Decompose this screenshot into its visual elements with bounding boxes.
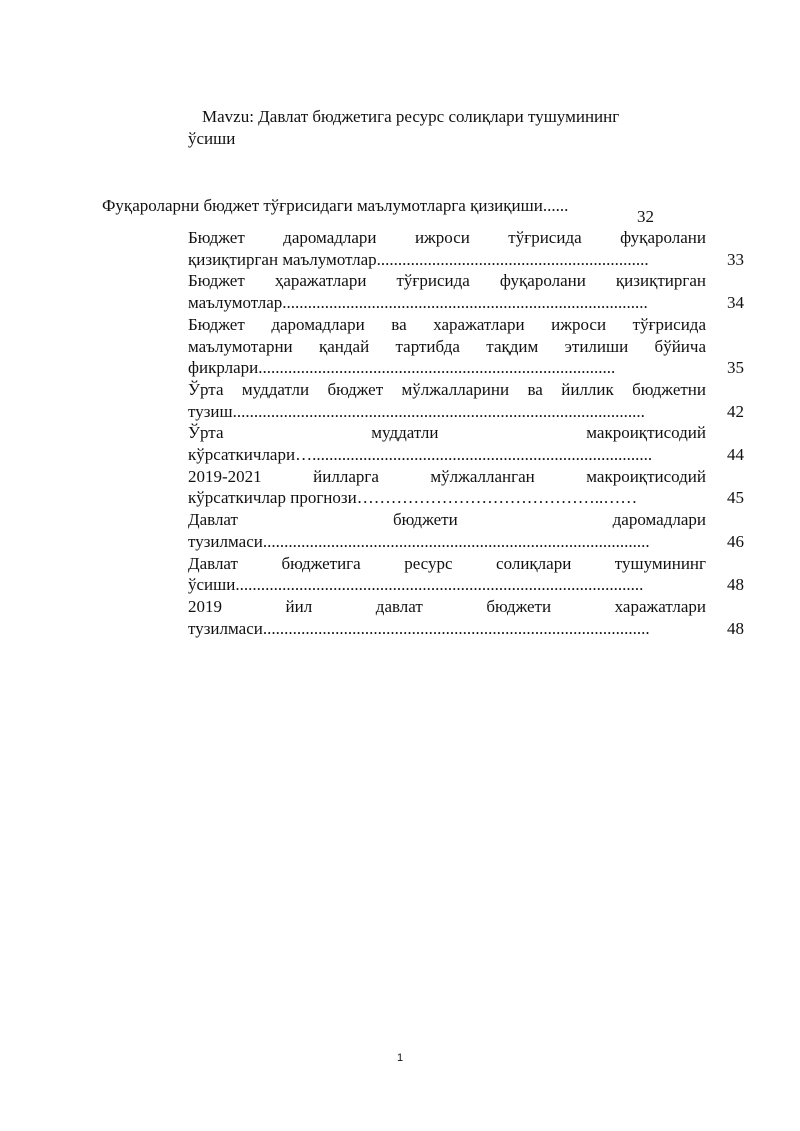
toc-entry-line: Давлат бюджетига ресурс солиқлари тушумининг	[188, 553, 706, 573]
toc-entry-page-number: 33	[727, 249, 744, 269]
toc-entry-text	[188, 422, 706, 465]
toc-entry-page-number: 48	[727, 618, 744, 638]
toc-entry-line: ўсиши................................................................................................	[188, 575, 644, 595]
toc-entry-line: тузилмаси...........................................................................................	[188, 531, 650, 551]
toc-entry-line: Ўрта муддатли макроиқтисодий	[188, 423, 706, 443]
topic-line-2: ўсиши	[188, 129, 236, 148]
toc-entry	[188, 379, 744, 422]
footer-page-number: 1	[396, 1052, 404, 1064]
toc-entry-page-number: 44	[727, 445, 744, 465]
toc-entry	[188, 466, 744, 509]
toc-entry-page-number: 48	[727, 575, 744, 595]
toc-entry	[188, 314, 744, 379]
toc-entry-text	[188, 270, 706, 313]
toc-entry-line: фикрлари....................................................................................	[188, 358, 616, 378]
toc-entry-line: 2019 йил давлат бюджети харажатлари	[188, 596, 706, 616]
toc-entry-text	[188, 596, 706, 639]
toc-heading: Фуқароларни бюджет тўғрисидаги маълумотларга қизиқиши......	[102, 196, 569, 215]
toc-entry-page-number: 42	[727, 401, 744, 421]
toc-entry-text	[188, 379, 706, 422]
toc-entry-page-number: 34	[727, 293, 744, 313]
toc-entry-line: қизиқтирган маълумотлар................................................................	[188, 249, 649, 269]
toc-entry-text	[188, 509, 706, 552]
toc-entry-line: тузиш.................................................................................................	[188, 401, 645, 421]
toc-entry	[188, 422, 744, 465]
toc-entry-line: Бюджет даромадлари ижроси тўғрисида фуқаролани	[188, 228, 706, 247]
toc-entry-text	[188, 227, 706, 270]
toc-entry-text	[188, 553, 706, 596]
toc-entry-line: маълумотарни қандай тартибда тақдим этилиши бўйича	[188, 336, 706, 356]
toc-entry-line: маълумотлар......................................................................................	[188, 293, 648, 313]
topic-line-1: Mavzu: Давлат бюджетига ресурс солиқлари тушумининг	[202, 107, 620, 126]
toc-entry-line: тузилмаси...........................................................................................	[188, 618, 650, 638]
toc-entry	[188, 270, 744, 313]
toc-entry	[188, 509, 744, 552]
toc-entry-line: Бюджет ҳаражатлари тўғрисида фуқаролани қизиқтирган	[188, 271, 706, 291]
toc-entry-page-number: 46	[727, 531, 744, 551]
toc-entry	[188, 227, 744, 270]
toc-entry	[188, 553, 744, 596]
toc-entry-line: 2019-2021 йилларга мўлжалланган макроиқтисодий	[188, 466, 706, 486]
toc-entry-text	[188, 466, 706, 509]
toc-entry-text	[188, 314, 706, 379]
topic-title	[188, 106, 708, 150]
toc-entry	[188, 596, 744, 639]
toc-entry-page-number: 45	[727, 488, 744, 508]
toc-entry-line: кўрсаткичлари…................................................................................	[188, 445, 653, 465]
toc-entry-page-number: 35	[727, 358, 744, 378]
toc-heading-page-number: 32	[637, 207, 654, 226]
toc-entry-line: Давлат бюджети даромадлари	[188, 510, 706, 530]
toc-entry-line: Ўрта муддатли бюджет мўлжалларини ва йиллик бюджетни	[188, 379, 706, 399]
toc-entry-line: Бюджет даромадлари ва харажатлари ижроси тўғрисида	[188, 314, 706, 334]
table-of-contents	[188, 227, 744, 639]
toc-entry-line: кўрсаткичлар прогнози……………………………………..……	[188, 488, 638, 508]
